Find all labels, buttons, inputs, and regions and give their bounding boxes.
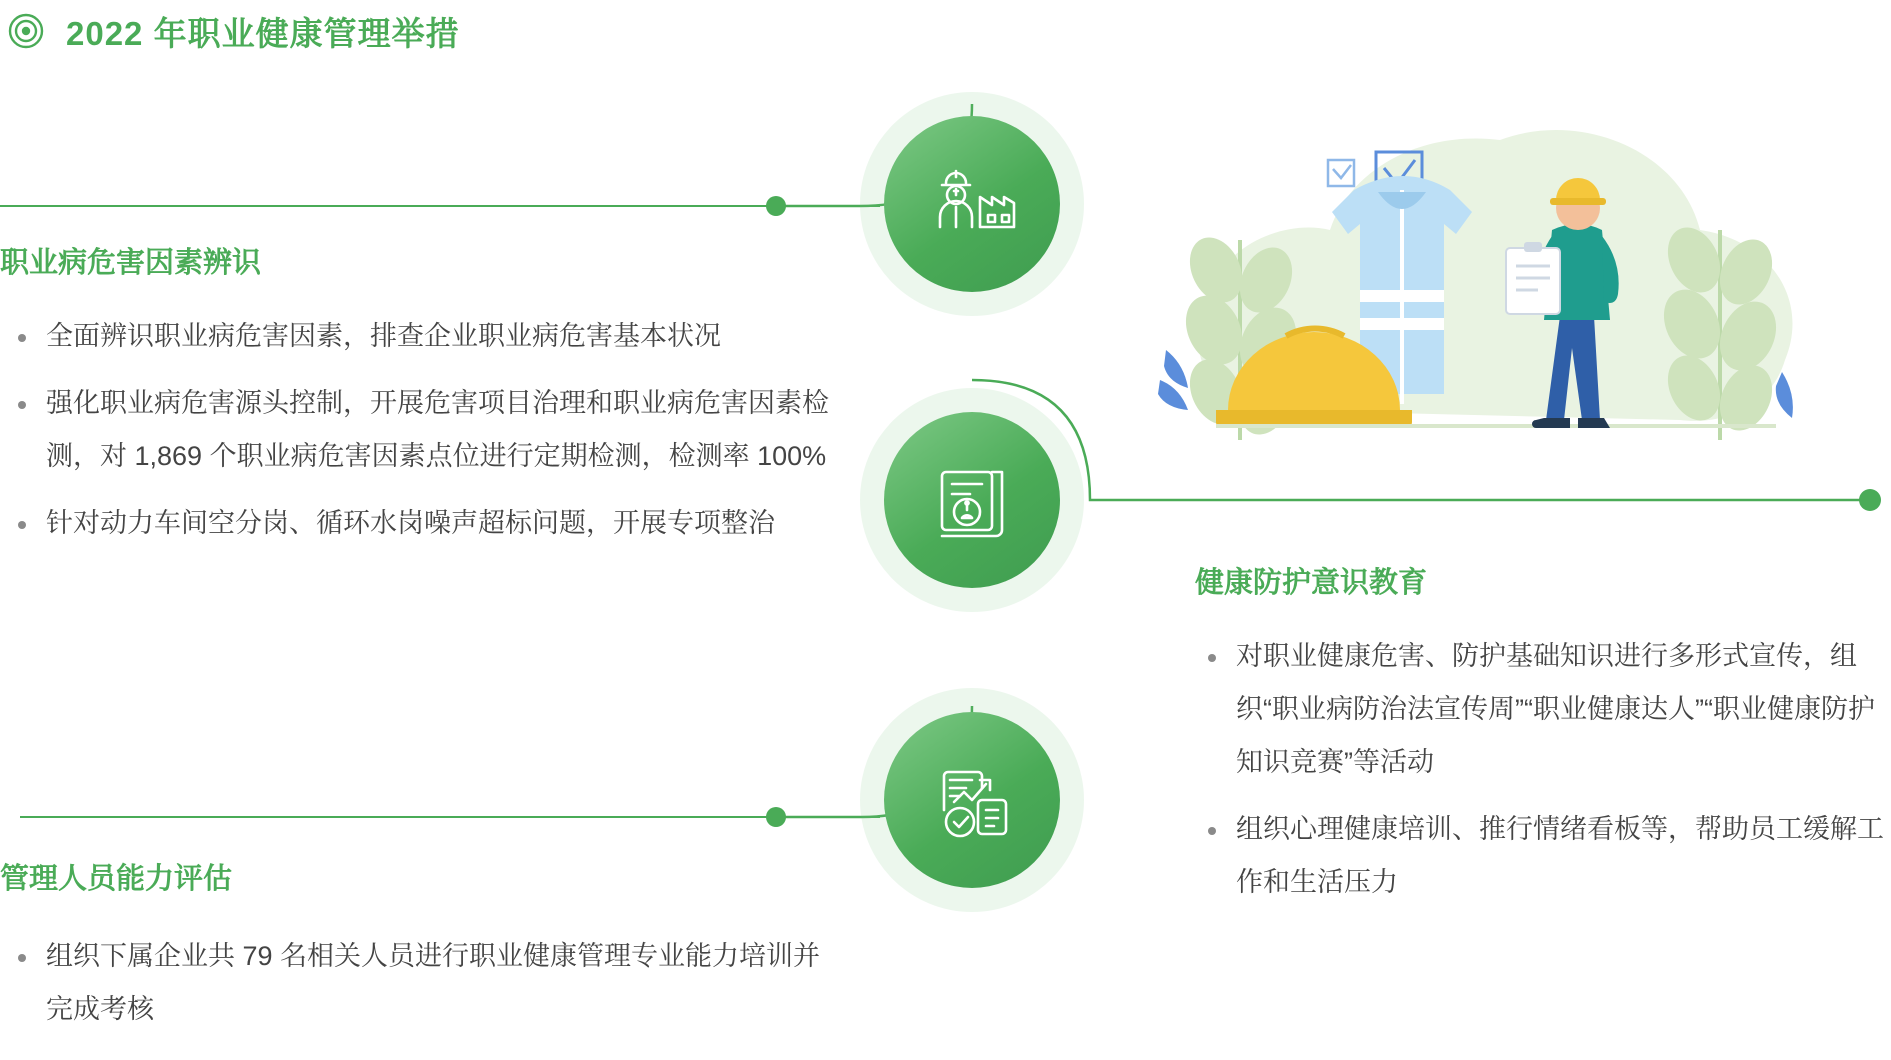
report-chart-icon <box>926 454 1018 546</box>
list-item: 强化职业病危害源头控制，开展危害项目治理和职业病危害因素检测，对 1,869 个职业病危害因素点位进行定期检测，检测率 100% <box>0 377 835 483</box>
badge-document-person <box>884 712 1060 888</box>
target-circle-icon <box>8 13 44 49</box>
section-title-manager-capability: 管理人员能力评估 <box>0 863 233 895</box>
divider-dot-top <box>766 196 786 216</box>
page-header <box>0 0 1891 62</box>
page-title: 2022 年职业健康管理举措 <box>66 14 460 52</box>
document-person-icon <box>924 754 1020 846</box>
list-item: 组织下属企业共 79 名相关人员进行职业健康管理专业能力培训并完成考核 <box>0 930 835 1036</box>
list-item: 对职业健康危害、防护基础知识进行多形式宣传，组织“职业病防治法宣传周”“职业健康达人”“职业健康防护知识竞赛”等活动 <box>1190 630 1890 789</box>
blue-sprig-left <box>1158 350 1188 410</box>
occupational-health-illustration <box>1120 80 1880 520</box>
list-item: 针对动力车间空分岗、循环水岗噪声超标问题，开展专项整治 <box>0 497 835 550</box>
badge-report-chart <box>884 412 1060 588</box>
section-title-health-awareness: 健康防护意识教育 <box>1195 567 1428 599</box>
checkbox-small-icon <box>1328 160 1354 186</box>
blue-sprig-right <box>1776 372 1793 418</box>
ground-line <box>1216 424 1776 428</box>
bullet-list-health-awareness <box>1190 630 1890 923</box>
bullet-list-manager-capability <box>0 930 835 1050</box>
bullet-list-hazard-identification <box>0 310 835 564</box>
divider-bottom-left <box>20 816 880 818</box>
list-item: 全面辨识职业病危害因素，排查企业职业病危害基本状况 <box>0 310 835 363</box>
divider-dot-bottom <box>766 807 786 827</box>
badge-worker-factory <box>884 116 1060 292</box>
worker-factory-icon <box>924 161 1020 247</box>
section-title-hazard-identification: 职业病危害因素辨识 <box>0 247 262 279</box>
divider-top-left <box>0 205 880 207</box>
list-item: 组织心理健康培训、推行情绪看板等，帮助员工缓解工作和生活压力 <box>1190 803 1890 909</box>
